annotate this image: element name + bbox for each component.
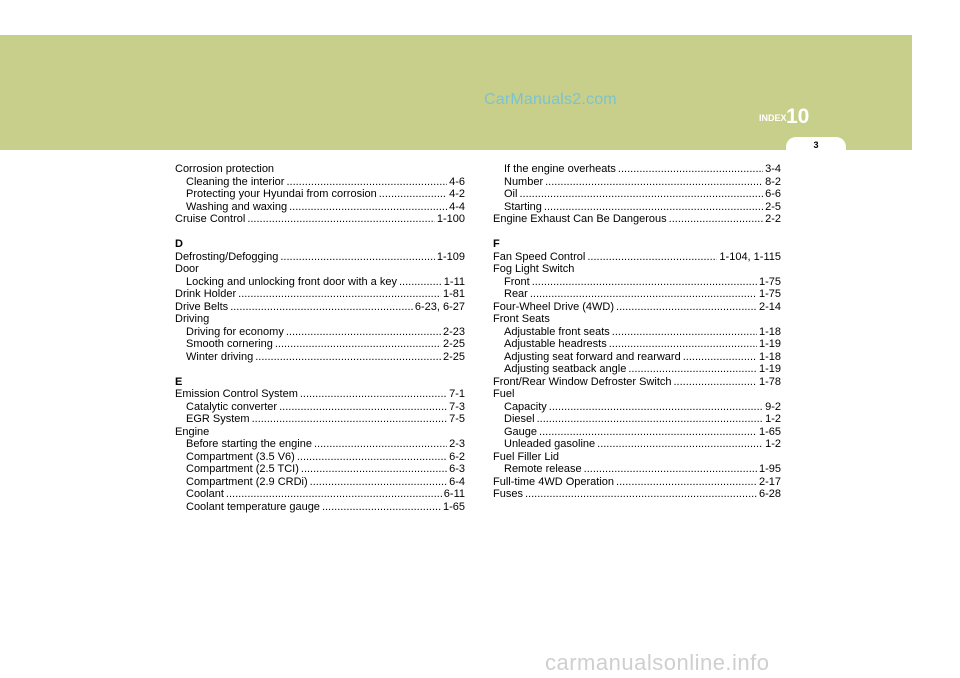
index-subentry: [493, 276, 781, 289]
dot-leader: [252, 413, 448, 426]
entry-label: Full-time 4WD Operation: [493, 475, 615, 488]
dot-leader: [279, 401, 447, 414]
index-subentry: [175, 413, 465, 426]
index-heading: Driving: [175, 313, 210, 325]
entry-label: Winter driving: [186, 350, 254, 363]
index-subentry: [493, 176, 781, 189]
dot-leader: [669, 213, 763, 226]
index-column-right: [493, 163, 781, 501]
watermark-link[interactable]: CarManuals2.com: [484, 91, 617, 108]
index-heading: Corrosion protection: [175, 163, 275, 175]
entry-label: Four-Wheel Drive (4WD): [493, 300, 615, 313]
dot-leader: [532, 276, 757, 289]
dot-leader: [238, 288, 441, 301]
dot-leader: [674, 376, 757, 389]
index-heading: Front Seats: [493, 313, 550, 325]
index-subentry: [493, 338, 781, 351]
dot-leader: [275, 338, 441, 351]
index-subentry: [493, 426, 781, 439]
index-entry: [493, 213, 781, 226]
dot-leader: [545, 176, 763, 189]
dot-leader: [301, 463, 447, 476]
index-entry: [175, 213, 465, 226]
entry-page-ref: 2-25: [442, 338, 465, 350]
index-subentry: [175, 488, 465, 501]
entry-label: Compartment (2.5 TCI): [186, 463, 299, 475]
entry-page-ref: 1-95: [758, 463, 781, 475]
entry-label: Front/Rear Window Defroster Switch: [493, 375, 672, 388]
index-subentry: [493, 188, 781, 201]
dot-leader: [280, 251, 435, 264]
index-subentry: [175, 201, 465, 214]
dot-leader: [616, 301, 757, 314]
dot-leader: [549, 401, 763, 414]
index-subentry: [493, 413, 781, 426]
entry-label: Adjusting seatback angle: [504, 363, 627, 375]
entry-page-ref: 1-104, 1-115: [719, 250, 781, 263]
index-entry: [493, 251, 781, 264]
entry-label: Rear: [504, 288, 528, 300]
entry-page-ref: 1-18: [758, 325, 781, 338]
index-subentry: [493, 351, 781, 364]
entry-label: Cruise Control: [175, 213, 246, 225]
entry-page-ref: 1-75: [758, 275, 781, 288]
entry-label: Adjustable headrests: [504, 338, 607, 350]
entry-label: Starting: [504, 200, 542, 213]
entry-label: Fuses: [493, 488, 523, 500]
page-tab: [786, 137, 846, 157]
entry-page-ref: 3-4: [765, 163, 781, 175]
entry-page-ref: 2-23: [442, 325, 465, 338]
entry-page-ref: 6-4: [449, 475, 465, 488]
index-subentry: [175, 401, 465, 414]
index-column-left: [175, 163, 465, 513]
entry-page-ref: 9-2: [765, 400, 781, 413]
index-subentry: [175, 276, 465, 289]
index-entry: [175, 388, 465, 401]
index-heading: Fuel Filler Lid: [493, 450, 560, 463]
entry-page-ref: 2-17: [758, 475, 781, 488]
dot-leader: [286, 176, 447, 189]
index-subentry: [493, 463, 781, 476]
index-subentry: [493, 288, 781, 301]
entry-label: Remote release: [504, 463, 582, 475]
entry-label: If the engine overheats: [504, 163, 616, 175]
entry-page-ref: 6-2: [449, 450, 465, 463]
entry-page-ref: 1-19: [758, 363, 781, 375]
entry-page-ref: 4-4: [449, 200, 465, 213]
entry-label: Number: [504, 175, 544, 188]
footer-watermark: carmanualsonline.info: [545, 650, 770, 675]
index-subentry: [175, 351, 465, 364]
index-entry: [493, 488, 781, 501]
dot-leader: [525, 488, 757, 501]
dot-leader: [618, 163, 763, 176]
dot-leader: [537, 413, 764, 426]
dot-leader: [612, 326, 757, 339]
index-subentry: [175, 438, 465, 451]
entry-label: Capacity: [504, 400, 547, 413]
entry-label: Engine Exhaust Can Be Dangerous: [493, 213, 667, 225]
entry-page-ref: 1-2: [765, 413, 781, 425]
entry-page-ref: 6-3: [449, 463, 465, 475]
dot-leader: [544, 201, 763, 214]
entry-page-ref: 1-19: [758, 338, 781, 350]
entry-label: Defrosting/Defogging: [175, 250, 279, 263]
dot-leader: [314, 438, 447, 451]
entry-page-ref: 8-2: [765, 175, 781, 188]
dot-leader: [310, 476, 447, 489]
entry-page-ref: 1-18: [758, 350, 781, 363]
index-subentry: [493, 163, 781, 176]
index-subentry: [175, 501, 465, 514]
entry-label: Adjustable front seats: [504, 325, 610, 338]
dot-leader: [230, 301, 413, 314]
entry-page-ref: 2-25: [442, 350, 465, 363]
dot-leader: [597, 438, 763, 451]
entry-page-ref: 2-5: [765, 200, 781, 213]
entry-page-ref: 2-14: [758, 300, 781, 313]
dot-leader: [300, 388, 447, 401]
dot-leader: [587, 251, 717, 264]
chapter-number: 10: [786, 105, 810, 128]
dot-leader: [286, 326, 441, 339]
index-heading: Fog Light Switch: [493, 263, 575, 275]
entry-page-ref: 6-23, 6-27: [414, 300, 465, 313]
entry-label: Catalytic converter: [186, 400, 278, 413]
index-subentry: [493, 363, 781, 376]
dot-leader: [399, 276, 442, 289]
entry-label: Front: [504, 275, 530, 288]
dot-leader: [297, 451, 447, 464]
entry-page-ref: 1-65: [758, 425, 781, 438]
index-subentry: [175, 326, 465, 339]
entry-page-ref: 6-6: [765, 188, 781, 200]
index-heading: Door: [175, 263, 199, 275]
entry-label: Driving for economy: [186, 325, 284, 338]
index-entry: [175, 288, 465, 301]
dot-leader: [322, 501, 441, 514]
entry-page-ref: 1-2: [765, 438, 781, 450]
dot-leader: [539, 426, 757, 439]
index-subentry: [175, 451, 465, 464]
entry-page-ref: 4-6: [449, 175, 465, 188]
section-letter: E: [175, 375, 183, 388]
index-entry: [175, 251, 465, 264]
dot-leader: [519, 188, 763, 201]
entry-label: Before starting the engine: [186, 438, 312, 450]
index-subentry: [493, 201, 781, 214]
entry-label: Smooth cornering: [186, 338, 273, 350]
entry-page-ref: 1-78: [758, 375, 781, 388]
entry-label: Emission Control System: [175, 388, 298, 400]
entry-label: Coolant: [186, 488, 224, 500]
entry-label: Protecting your Hyundai from corrosion: [186, 188, 377, 200]
entry-page-ref: 1-75: [758, 288, 781, 300]
entry-page-ref: 7-1: [449, 388, 465, 400]
index-heading: Engine: [175, 425, 210, 438]
dot-leader: [683, 351, 757, 364]
entry-label: Compartment (3.5 V6): [186, 450, 295, 463]
entry-page-ref: 1-109: [436, 250, 465, 263]
entry-label: Drive Belts: [175, 300, 229, 313]
entry-page-ref: 2-2: [765, 213, 781, 225]
index-subentry: [175, 176, 465, 189]
page-number: 3: [813, 140, 819, 150]
entry-label: Diesel: [504, 413, 535, 425]
index-subentry: [175, 188, 465, 201]
index-entry: [175, 301, 465, 314]
entry-label: Oil: [504, 188, 518, 200]
dot-leader: [255, 351, 441, 364]
entry-label: EGR System: [186, 413, 250, 425]
entry-page-ref: 6-28: [758, 488, 781, 500]
dot-leader: [609, 338, 757, 351]
header-bar: [0, 35, 912, 150]
entry-label: Drink Holder: [175, 288, 237, 300]
index-entry: [493, 376, 781, 389]
index-entry: [493, 476, 781, 489]
index-subentry: [175, 463, 465, 476]
entry-page-ref: 1-65: [442, 500, 465, 513]
dot-leader: [628, 363, 757, 376]
entry-label: Fan Speed Control: [493, 250, 586, 263]
entry-page-ref: 1-11: [443, 275, 465, 288]
entry-page-ref: 7-5: [449, 413, 465, 425]
section-letter: D: [175, 238, 183, 250]
entry-label: Locking and unlocking front door with a key: [186, 275, 397, 288]
index-subentry: [175, 338, 465, 351]
dot-leader: [530, 288, 757, 301]
entry-page-ref: 4-2: [449, 188, 465, 200]
entry-page-ref: 6-11: [443, 488, 465, 500]
entry-label: Unleaded gasoline: [504, 438, 596, 450]
index-subentry: [175, 476, 465, 489]
dot-leader: [289, 201, 447, 214]
dot-leader: [379, 188, 447, 201]
index-subentry: [493, 401, 781, 414]
index-subentry: [493, 438, 781, 451]
entry-page-ref: 2-3: [449, 438, 465, 450]
entry-label: Compartment (2.9 CRDi): [186, 475, 308, 488]
index-label: INDEX: [759, 113, 787, 123]
entry-page-ref: 7-3: [449, 400, 465, 413]
entry-label: Coolant temperature gauge: [186, 500, 320, 513]
entry-page-ref: 1-81: [442, 288, 465, 300]
index-entry: [493, 301, 781, 314]
dot-leader: [226, 488, 442, 501]
index-subentry: [493, 326, 781, 339]
entry-label: Washing and waxing: [186, 200, 288, 213]
dot-leader: [247, 213, 435, 226]
dot-leader: [616, 476, 757, 489]
entry-label: Cleaning the interior: [186, 175, 285, 188]
section-letter: F: [493, 238, 500, 250]
index-heading: Fuel: [493, 388, 515, 400]
entry-label: Adjusting seat forward and rearward: [504, 350, 681, 363]
entry-page-ref: 1-100: [436, 213, 465, 225]
dot-leader: [584, 463, 757, 476]
entry-label: Gauge: [504, 425, 538, 438]
